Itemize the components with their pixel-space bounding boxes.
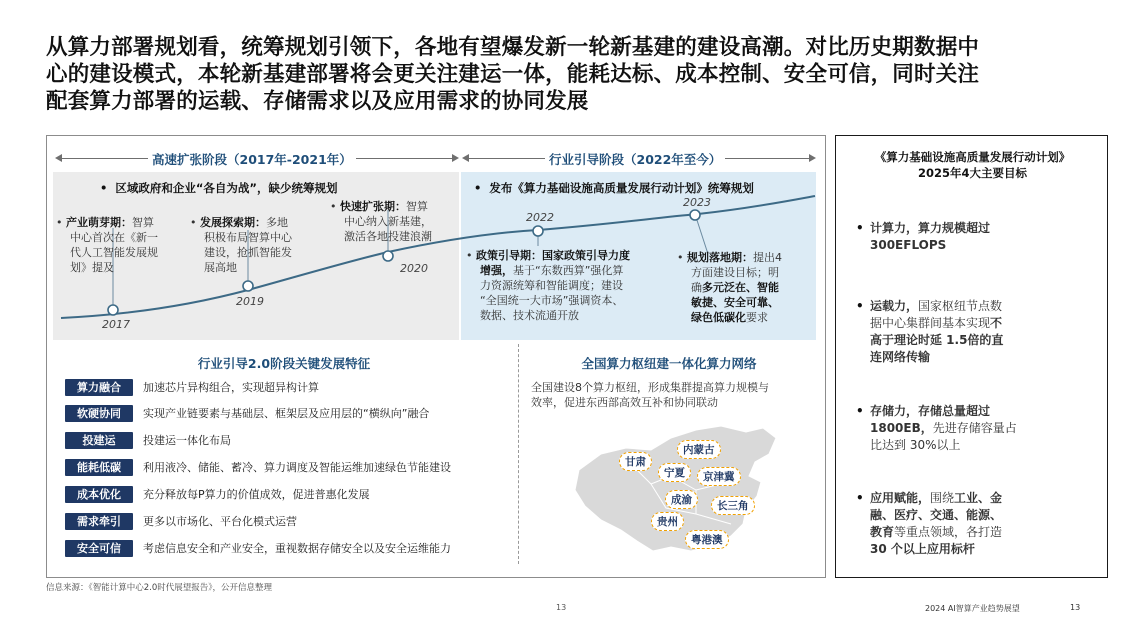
feature-row — [65, 539, 451, 557]
goal-storage-capacity: • 存储力，存储总量超过 1800EB，先进存储容量占 比达到 30%以上 — [856, 404, 1017, 452]
headline-line-3: 配套算力部署的运载、存储需求以及应用需求的协同发展 — [46, 89, 589, 114]
feature-row — [65, 512, 297, 530]
network-title: 全国算力枢纽建一体化算力网络 — [581, 356, 757, 371]
year-label-2019: 2019 — [236, 295, 264, 308]
event-industry-emergence: • 产业萌芽期：智算 中心首次在《新一 代人工智能发展规 划》提及 — [56, 216, 158, 274]
year-label-2020: 2020 — [400, 262, 428, 275]
page-number-right: 13 — [1070, 603, 1081, 612]
feature-tag: 软硬协同 — [65, 405, 133, 422]
source-note: 信息来源：《智能计算中心2.0时代展望报告》，公开信息整理 — [46, 583, 273, 593]
event-plan-implementation: • 规划落地期：提出4 方面建设目标；明 确多元泛在、智能 敏捷、安全可靠、 绿色低碳化要求 — [677, 251, 782, 324]
feature-text: 更多以市场化、平台化模式运营 — [143, 515, 297, 528]
city-guizhou: 贵州 — [651, 512, 684, 531]
phase2-summary: • 发布《算力基础设施高质量发展行动计划》统筹规划 — [474, 181, 754, 195]
year-label-2023: 2023 — [683, 196, 711, 209]
headline-line-2: 心的建设模式，本轮新基建部署将会更关注建运一体，能耗达标、成本控制、安全可信，同时关注 — [46, 62, 980, 87]
headline-line-1: 从算力部署规划看，统筹规划引领下，各地有望爆发新一轮新基建的建设高潮。对比历史期数据中 — [46, 35, 980, 60]
city-chengdu-chongqing: 成渝 — [665, 490, 698, 509]
feature-tag: 成本优化 — [65, 486, 133, 503]
milestone-2019-marker — [243, 281, 253, 291]
feature-text: 充分释放每P算力的价值成效，促进普惠化发展 — [143, 488, 370, 501]
feature-tag: 算力融合 — [65, 379, 133, 396]
features-title: 行业引导2.0阶段关键发展特征 — [197, 356, 371, 371]
goal-computing-power: • 计算力，算力规模超过 300EFLOPS — [856, 221, 991, 252]
feature-text: 投建运一体化布局 — [143, 434, 231, 447]
city-gansu: 甘肃 — [619, 452, 652, 471]
feature-text: 加速芯片异构组合，实现超异构计算 — [143, 381, 319, 394]
milestone-2020-marker — [383, 251, 393, 261]
city-yangtze-delta: 长三角 — [711, 496, 755, 515]
event-rapid-expansion: • 快速扩张期：智算 中心纳入新基建， 激活各地投建浪潮 — [330, 200, 432, 243]
city-beijing-tianjin-hebei: 京津冀 — [697, 467, 741, 486]
key-features-panel — [53, 344, 515, 564]
phase2-arrow-right-icon — [809, 154, 816, 162]
feature-tag: 安全可信 — [65, 540, 133, 557]
feature-tag: 能耗低碳 — [65, 459, 133, 476]
milestone-2023-marker — [690, 210, 700, 220]
page-number-center: 13 — [556, 603, 567, 612]
page-headline — [46, 34, 1086, 115]
feature-row — [65, 431, 231, 449]
year-label-2022: 2022 — [526, 211, 554, 224]
event-policy-guidance: • 政策引导期：国家政策引导力度 增强，基于“东数西算”强化算 力资源统筹和智能调度；建设 “全国统一大市场”强调资本、 数据、技术流通开放 — [466, 249, 630, 322]
city-guangdong-hk-macao: 粤港澳 — [685, 530, 729, 549]
phase1-summary: • 区域政府和企业“各自为战”，缺少统筹规划 — [100, 181, 338, 195]
goal-application-enablement: • 应用赋能，围绕工业、金 融、医疗、交通、能源、 教育等重点领域，各打造 30 个以上应用标杆 — [856, 491, 1003, 556]
computing-network-panel — [518, 344, 818, 564]
feature-row — [65, 458, 451, 476]
feature-row — [65, 404, 429, 422]
phase1-arrow-right-icon — [452, 154, 459, 162]
city-inner-mongolia: 内蒙古 — [677, 440, 721, 459]
milestone-2022-marker — [533, 226, 543, 236]
event-development-exploration: • 发展探索期：多地 积极布局智算中心 建设，抢抓智能发 展高地 — [190, 216, 292, 274]
feature-text: 实现产业链要素与基础层、框架层及应用层的“横纵向”融合 — [143, 407, 430, 420]
feature-row — [65, 485, 370, 503]
phase2-title: 行业引导阶段（2022年至今） — [545, 150, 725, 168]
milestone-2017-marker — [108, 305, 118, 315]
city-ningxia: 宁夏 — [658, 463, 691, 482]
network-description: 全国建设8个算力枢纽，形成集群提高算力规模与 效率，促进东西部高效互补和协同联动 — [531, 381, 769, 409]
feature-tag: 需求牵引 — [65, 513, 133, 530]
report-brand: 2024 AI智算产业趋势展望 — [925, 604, 1020, 613]
phase1-title: 高速扩张阶段（2017年-2021年） — [148, 150, 356, 168]
goal-transport-capacity: • 运载力，国家枢纽节点数 据中心集群间基本实现不 高于理论时延 1.5倍的直 连网络传输 — [856, 299, 1004, 364]
feature-tag: 投建运 — [65, 432, 133, 449]
year-label-2017: 2017 — [102, 318, 130, 331]
feature-text: 利用液冷、储能、蓄冷、算力调度及智能运维加速绿色节能建设 — [143, 461, 451, 474]
action-plan-title: 《算力基础设施高质量发展行动计划》 2025年4大主要目标 — [874, 150, 1071, 180]
feature-text: 考虑信息安全和产业安全，重视数据存储安全以及安全运维能力 — [143, 542, 451, 555]
feature-row — [65, 378, 319, 396]
